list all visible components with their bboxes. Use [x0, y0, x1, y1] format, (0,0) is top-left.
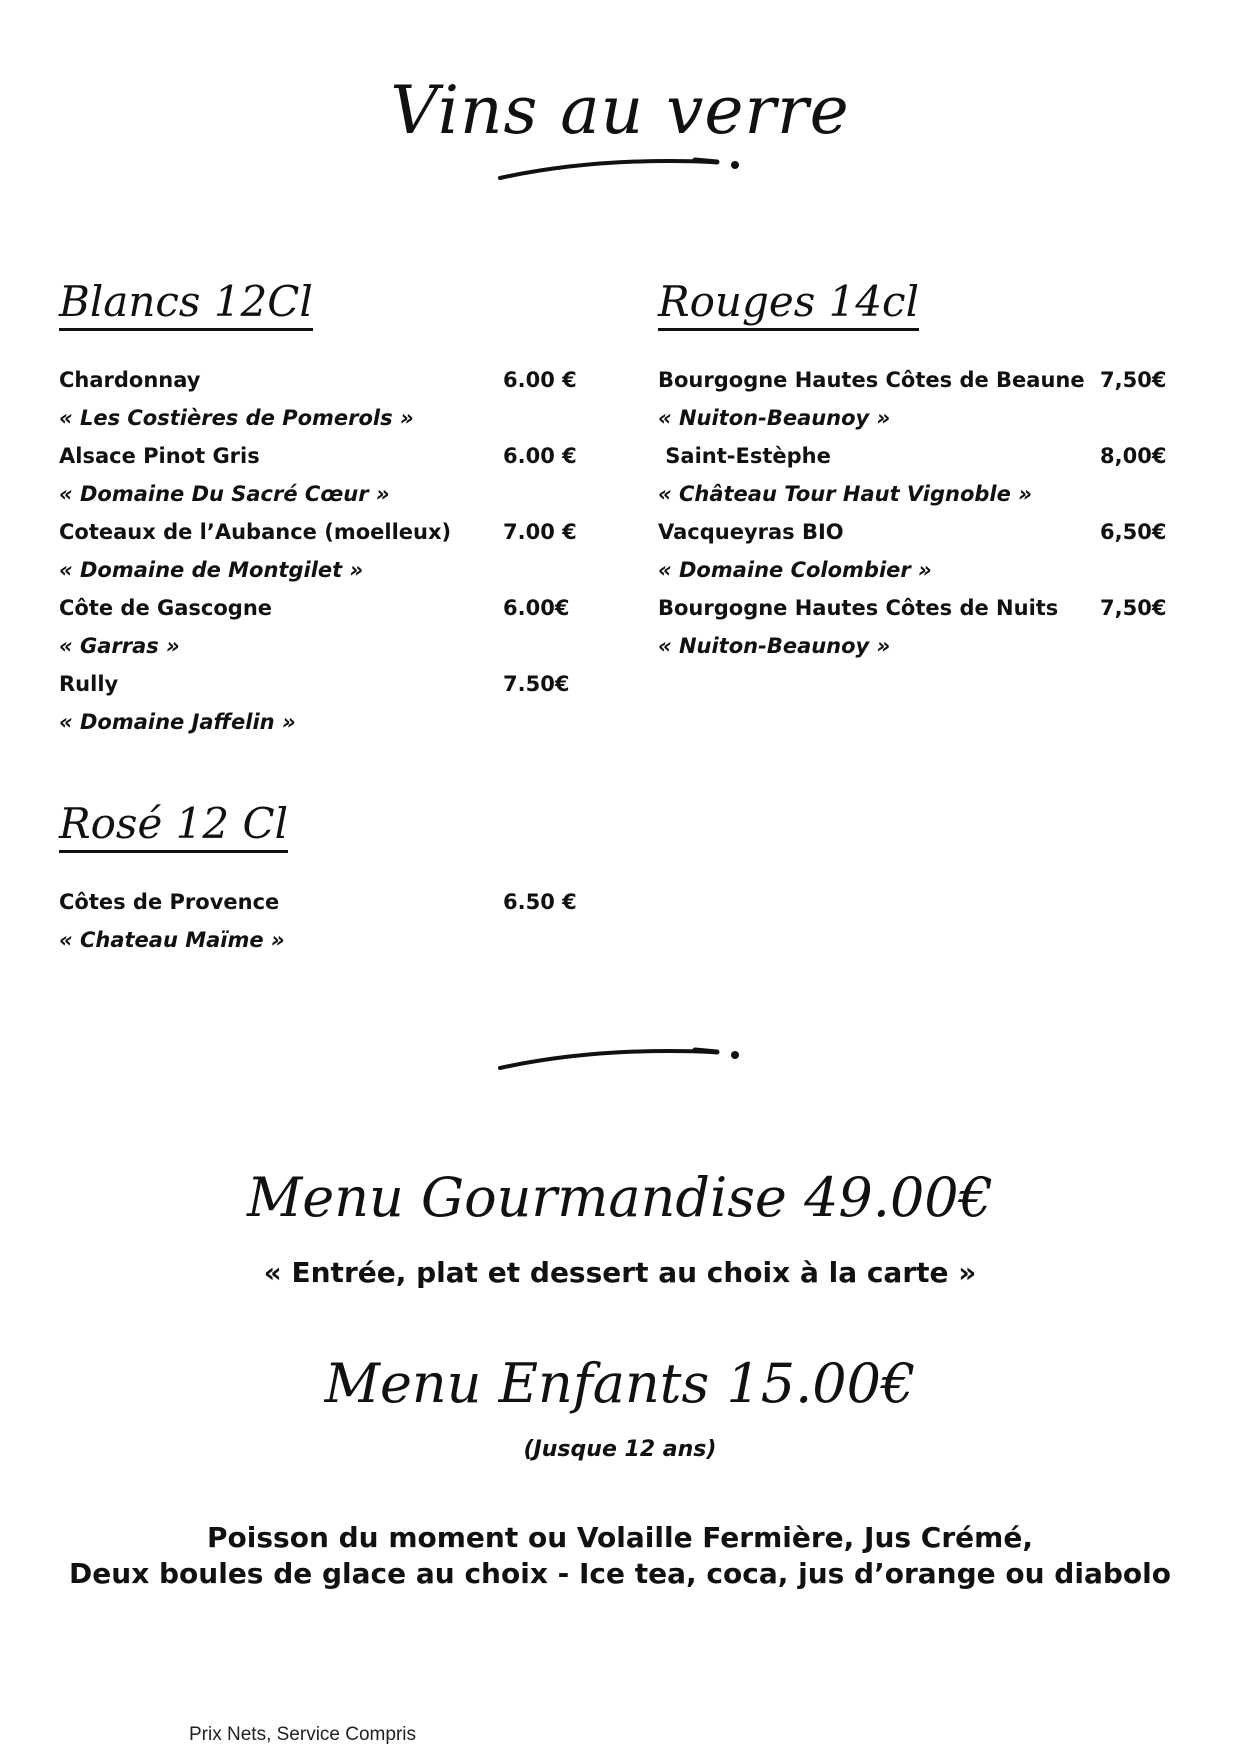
menu-enfants-line-2: Deux boules de glace au choix - Ice tea, coca, jus d’orange ou diabolo [69, 1557, 1171, 1590]
wine-price: 7.00 € [503, 520, 577, 545]
menu-gourmandise-description: « Entrée, plat et dessert au choix à la carte » [263, 1256, 977, 1289]
wine-item [59, 513, 579, 551]
wine-name: Rully [59, 672, 119, 697]
wine-price: 6.50 € [503, 890, 577, 915]
wine-item [658, 437, 1178, 475]
wine-name: Vacqueyras BIO [658, 520, 844, 545]
blancs-section [59, 278, 579, 741]
page-title: Vins au verre [390, 72, 850, 149]
wine-producer: « Domaine Colombier » [658, 558, 932, 583]
wine-producer: « Nuiton-Beaunoy » [658, 634, 891, 659]
wine-producer: « Garras » [59, 634, 180, 659]
menu-enfants-line-1: Poisson du moment ou Volaille Fermière, Jus Crémé, [207, 1521, 1033, 1554]
wine-producer: « Nuiton-Beaunoy » [658, 406, 891, 431]
menu-enfants-title: Menu Enfants [324, 1352, 710, 1415]
wine-price: 6,50€ [1100, 520, 1167, 545]
footer-note: Prix Nets, Service Compris [189, 1724, 416, 1745]
wine-item [59, 361, 579, 399]
wine-name: Coteaux de l’Aubance (moelleux) [59, 520, 452, 545]
blancs-heading: Blancs 12Cl [59, 278, 313, 331]
wine-producer: « Chateau Maïme » [59, 928, 285, 953]
menu-gourmandise-title: Menu Gourmandise [246, 1166, 787, 1229]
wine-producer: « Domaine de Montgilet » [59, 558, 364, 583]
wine-name: Alsace Pinot Gris [59, 444, 260, 469]
wine-item [658, 361, 1178, 399]
rouges-list [658, 361, 1178, 665]
wine-price: 6.00 € [503, 368, 577, 393]
wine-producer: « Château Tour Haut Vignoble » [658, 482, 1032, 507]
wine-producer: « Domaine Jaffelin » [59, 710, 296, 735]
wine-item [658, 589, 1178, 627]
wine-price: 7,50€ [1100, 368, 1167, 393]
wine-producer: « Domaine Du Sacré Cœur » [59, 482, 390, 507]
decorative-divider-middle [495, 1040, 755, 1080]
wine-item [59, 437, 579, 475]
menu-enfants-heading [0, 1352, 1240, 1415]
menu-gourmandise-heading [0, 1166, 1240, 1229]
decorative-divider-top [495, 150, 755, 190]
wine-name: Côte de Gascogne [59, 596, 273, 621]
rose-heading: Rosé 12 Cl [59, 800, 288, 853]
wine-price: 7.50€ [503, 672, 570, 697]
wine-producer: « Les Costières de Pomerols » [59, 406, 414, 431]
rose-section [59, 800, 579, 959]
menu-enfants-price: 15.00€ [726, 1352, 916, 1415]
blancs-list [59, 361, 579, 741]
wine-name: Bourgogne Hautes Côtes de Nuits [658, 596, 1059, 621]
wine-price: 8,00€ [1100, 444, 1167, 469]
wine-price: 6.00 € [503, 444, 577, 469]
wine-name: Saint-Estèphe [658, 444, 831, 469]
wine-price: 7,50€ [1100, 596, 1167, 621]
wine-name: Chardonnay [59, 368, 201, 393]
wine-item [59, 883, 579, 921]
rose-list [59, 883, 579, 959]
wine-item [59, 665, 579, 703]
menu-enfants-age-note: (Jusque 12 ans) [523, 1437, 717, 1462]
wine-name: Bourgogne Hautes Côtes de Beaune [658, 368, 1085, 393]
wine-price: 6.00€ [503, 596, 570, 621]
menu-gourmandise-price: 49.00€ [804, 1166, 994, 1229]
wine-name: Côtes de Provence [59, 890, 280, 915]
wine-item [59, 589, 579, 627]
rouges-heading: Rouges 14cl [658, 278, 919, 331]
wine-item [658, 513, 1178, 551]
rouges-section [658, 278, 1178, 665]
